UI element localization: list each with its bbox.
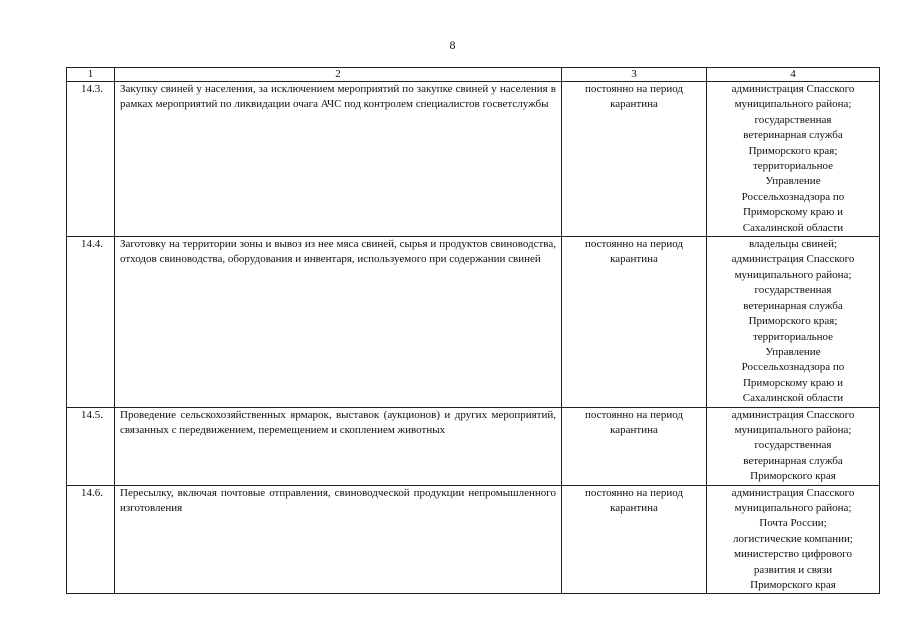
responsible-party-line: государственная bbox=[754, 284, 832, 297]
responsible-party-line: ветеринарная служба bbox=[743, 129, 843, 142]
responsible-party-line: территориальное bbox=[752, 330, 833, 343]
measure-term: постоянно на период карантина bbox=[562, 407, 707, 485]
responsible-party-line: Приморского края bbox=[750, 579, 836, 591]
responsible-party-line: Приморского края; bbox=[748, 315, 838, 328]
responsible-party-line: министерство цифрового bbox=[733, 548, 852, 561]
responsible-parties bbox=[707, 82, 880, 237]
measure-term: постоянно на период карантина bbox=[562, 237, 707, 407]
measure-description: Проведение сельскохозяйственных ярмарок, выставок (аукционов) и других мероприятий, связанных с передвижением, перемещением и скоплением животных bbox=[115, 407, 562, 485]
responsible-party-line: ветеринарная служба bbox=[743, 454, 843, 467]
responsible-parties bbox=[707, 237, 880, 407]
responsible-party-line: ветеринарная служба bbox=[743, 299, 843, 312]
table-row bbox=[67, 485, 880, 594]
responsible-party-line: Приморскому краю и bbox=[742, 206, 844, 219]
responsible-party-line: Почта России; bbox=[759, 517, 827, 530]
responsible-party-line: Россельхознадзора по bbox=[741, 361, 845, 374]
responsible-party-line: муниципального района; bbox=[734, 98, 852, 111]
responsible-party-line: владельцы свиней; bbox=[748, 238, 838, 251]
measure-term: постоянно на период карантина bbox=[562, 485, 707, 594]
table-row bbox=[67, 237, 880, 407]
measure-description: Пересылку, включая почтовые отправления, свиноводческой продукции непромышленного изготовления bbox=[115, 485, 562, 594]
responsible-party-line: Приморскому краю и bbox=[742, 376, 844, 389]
row-number: 14.3. bbox=[67, 82, 115, 237]
responsible-party-line: администрация Спасского bbox=[731, 486, 855, 499]
responsible-party-line: администрация Спасского bbox=[731, 83, 855, 95]
row-number: 14.4. bbox=[67, 237, 115, 407]
responsible-party-line: муниципального района; bbox=[734, 501, 852, 514]
responsible-party-line: Приморского края bbox=[750, 470, 836, 483]
header-col-1: 1 bbox=[67, 68, 115, 82]
responsible-party-line: Россельхознадзора по bbox=[741, 190, 845, 203]
responsible-party-line: Сахалинской области bbox=[742, 392, 844, 405]
responsible-party-line: Управление bbox=[765, 175, 821, 188]
responsible-party-line: Управление bbox=[765, 345, 821, 358]
responsible-party-line: логистические компании; bbox=[733, 532, 853, 545]
row-number: 14.6. bbox=[67, 485, 115, 594]
responsible-party-line: муниципального района; bbox=[734, 423, 852, 436]
responsible-party-line: Сахалинской области bbox=[742, 221, 844, 234]
responsible-parties bbox=[707, 407, 880, 485]
measure-description: Закупку свиней у населения, за исключением мероприятий по закупке свиней у населения в рамках мероприятий по ликвидации очага АЧС под контролем специалистов госветслужбы bbox=[115, 82, 562, 237]
responsible-party-line: муниципального района; bbox=[734, 268, 852, 281]
header-row bbox=[67, 68, 880, 82]
page-number: 8 bbox=[449, 38, 456, 52]
header-col-2: 2 bbox=[115, 68, 562, 82]
responsible-party-line: территориальное bbox=[752, 160, 833, 173]
responsible-party-line: администрация Спасского bbox=[731, 408, 855, 421]
responsible-party-line: развития и связи bbox=[753, 563, 833, 576]
responsible-party-line: Приморского края; bbox=[748, 144, 838, 157]
responsible-party-line: государственная bbox=[754, 113, 832, 126]
measures-table bbox=[66, 67, 880, 594]
header-col-3: 3 bbox=[562, 68, 707, 82]
table-row bbox=[67, 82, 880, 237]
row-number: 14.5. bbox=[67, 407, 115, 485]
measure-term: постоянно на период карантина bbox=[562, 82, 707, 237]
responsible-party-line: государственная bbox=[754, 439, 832, 452]
responsible-parties bbox=[707, 485, 880, 594]
measure-description: Заготовку на территории зоны и вывоз из нее мяса свиней, сырья и продуктов свиноводства, отходов свиноводства, оборудования и инвентаря, используемого при содержании свиней bbox=[115, 237, 562, 407]
header-col-4: 4 bbox=[707, 68, 880, 82]
table-row bbox=[67, 407, 880, 485]
responsible-party-line: администрация Спасского bbox=[731, 253, 855, 266]
